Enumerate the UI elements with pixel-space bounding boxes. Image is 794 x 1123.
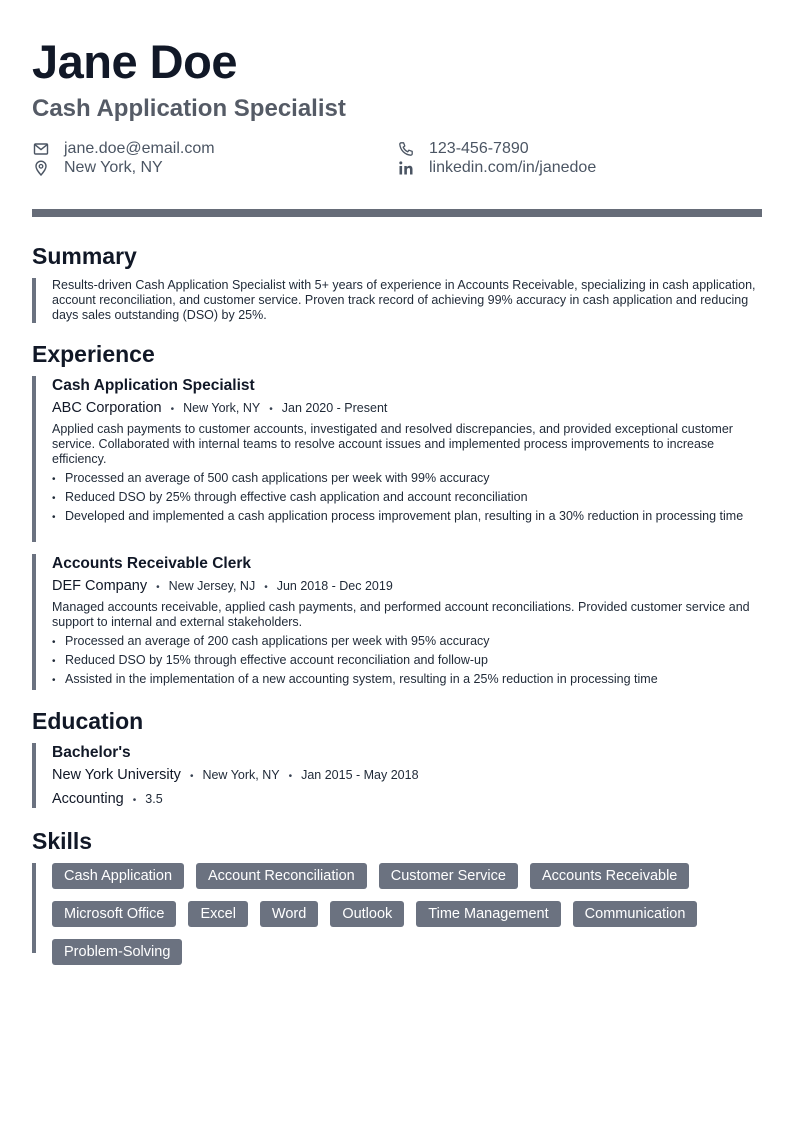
achievement-list [52,634,762,687]
skill-tag-list [52,863,752,977]
gpa-value: 3.5 [145,792,163,806]
skill-tag: Cash Application [52,863,184,889]
education-dates: Jan 2015 - May 2018 [301,768,419,782]
company-name: DEF Company [52,578,148,594]
skills-heading: Skills [32,828,93,854]
skill-tag: Time Management [416,901,560,927]
linkedin-icon [397,159,415,177]
skill-tag: Accounts Receivable [530,863,689,889]
email-text[interactable]: jane.doe@email.com [64,140,215,157]
education-entry [32,743,762,808]
position-location: New Jersey, NJ [168,579,256,593]
position-meta [52,577,762,597]
skill-tag: Customer Service [379,863,518,889]
map-pin-icon [32,159,50,177]
position-meta [52,399,762,419]
position-dates: Jan 2020 - Present [281,401,388,415]
summary-text: Results-driven Cash Application Specialist with 5+ years of experience in Accounts Receivable, specializing in cash application, account reconciliation, and customer service. Proven track record of achieving 99% accuracy in cash application and reducing days sales outstanding (DSO) by 25%. [52,278,756,322]
separator-dot: • [189,771,194,782]
experience-heading: Experience [32,341,155,367]
school-location: New York, NY [202,768,280,782]
job-title: Cash Application Specialist [32,95,346,122]
list-item: • Reduced DSO by 25% through effective cash application and account reconciliation [52,490,762,505]
skill-tag: Microsoft Office [52,901,176,927]
skill-tag: Account Reconciliation [196,863,367,889]
separator-dot: • [170,404,175,415]
contact-linkedin[interactable] [397,158,596,177]
list-item: • Reduced DSO by 15% through effective account reconciliation and follow-up [52,653,762,668]
phone-text[interactable]: 123-456-7890 [429,140,529,157]
experience-entry [32,554,762,690]
position-description: Managed accounts receivable, applied cash payments, and performed account reconciliations. Provided customer service and support to internal and external stakeholders. [52,600,750,629]
separator-dot: • [269,404,273,415]
linkedin-text[interactable]: linkedin.com/in/janedoe [429,159,597,176]
position-location: New York, NY [183,401,261,415]
skill-tag: Excel [188,901,247,927]
skill-tag: Communication [573,901,698,927]
separator-dot: • [156,582,160,593]
header-divider [32,209,762,217]
skill-tag: Outlook [330,901,404,927]
education-field-row [52,790,762,810]
summary-heading: Summary [32,243,137,269]
list-item: • Processed an average of 200 cash applications per week with 95% accuracy [52,634,762,649]
education-meta [52,766,762,786]
location-text: New York, NY [64,159,163,176]
position-dates: Jun 2018 - Dec 2019 [276,579,393,593]
position-title: Accounts Receivable Clerk [52,555,252,572]
company-name: ABC Corporation [52,400,162,416]
skills-section [32,863,762,960]
degree-title: Bachelor's [52,744,131,761]
skill-tag: Problem-Solving [52,939,182,965]
education-heading: Education [32,708,144,734]
mail-icon [32,140,50,158]
skill-tag: Word [260,901,318,927]
list-item: • Assisted in the implementation of a new accounting system, resulting in a 25% reduction in processing time [52,672,762,687]
contact-phone[interactable] [397,139,529,158]
list-item: • Processed an average of 500 cash applications per week with 99% accuracy [52,471,762,486]
experience-entry [32,376,762,542]
separator-dot: • [288,771,293,782]
summary-section [32,278,762,323]
field-of-study: Accounting [52,791,124,807]
position-title: Cash Application Specialist [52,377,255,394]
phone-icon [397,140,415,158]
separator-dot: • [264,582,268,593]
list-item: • Developed and implemented a cash application process improvement plan, resulting in a 30% reduction in processing time [52,509,762,524]
achievement-list [52,471,762,524]
school-name: New York University [52,767,181,783]
contact-email[interactable] [32,139,215,158]
contact-location [32,158,163,177]
separator-dot: • [132,795,137,806]
position-description: Applied cash payments to customer accounts, investigated and resolved discrepancies, and provided exceptional customer service. Collaborated with internal teams to resolve account issues and implemented process improvements to increase efficiency. [52,422,733,466]
candidate-name: Jane Doe [32,35,237,88]
